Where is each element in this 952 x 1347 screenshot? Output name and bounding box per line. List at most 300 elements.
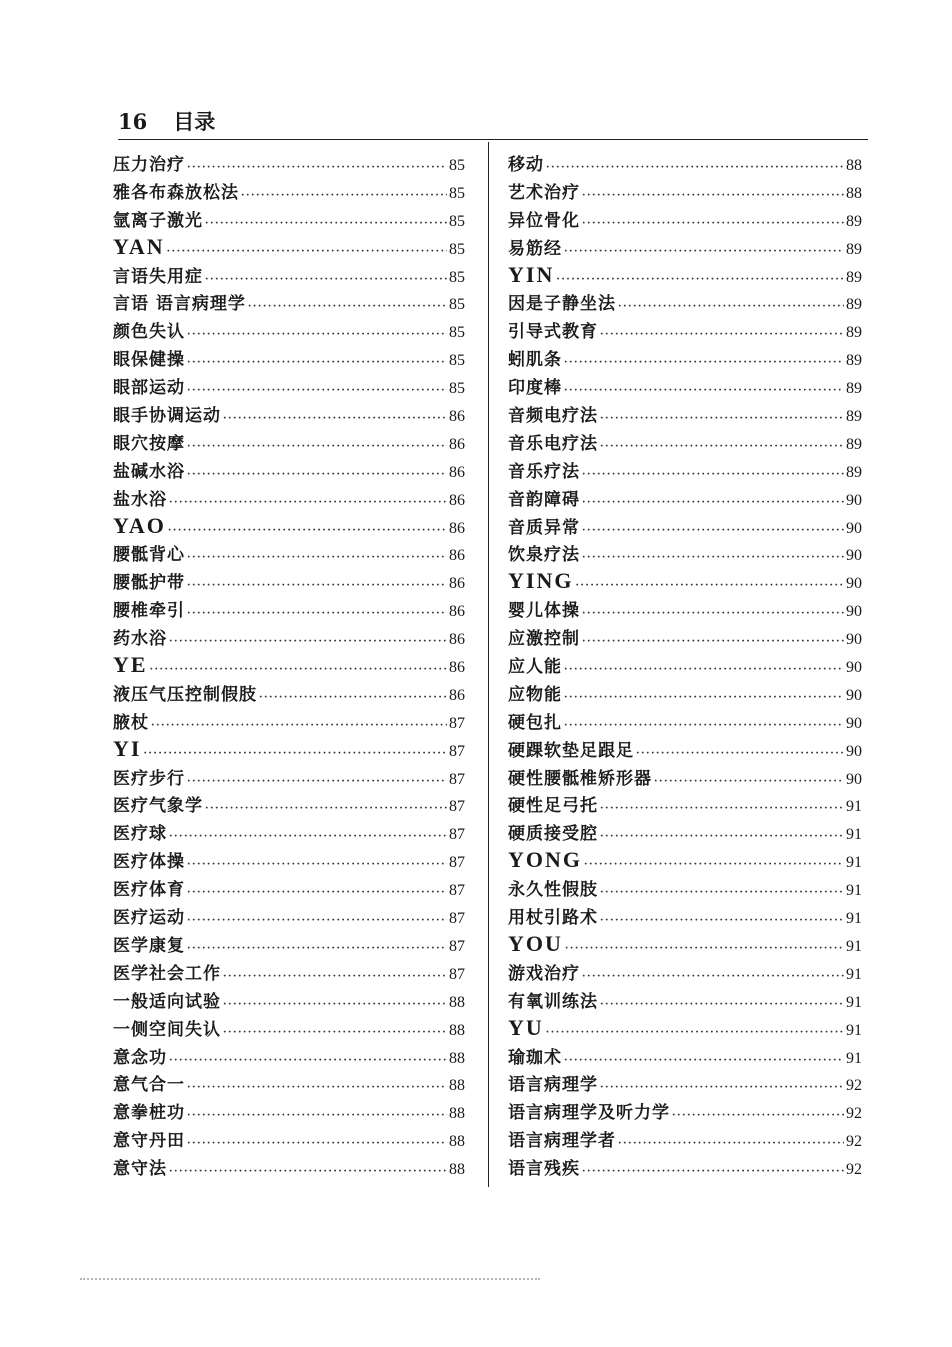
entry-page-number: 85 [449, 296, 465, 314]
entry-term: 移动 [508, 155, 544, 175]
entry-page-number: 86 [449, 575, 465, 593]
index-entry [113, 262, 465, 290]
index-entry [508, 708, 862, 736]
entry-term: 医疗球 [113, 824, 167, 845]
dot-leader [223, 413, 447, 424]
entry-term: YI [113, 735, 142, 761]
entry-page-number: 89 [846, 240, 862, 258]
index-entry [508, 875, 862, 903]
index-entry [113, 708, 465, 736]
index-entry [113, 178, 465, 206]
index-entry [113, 931, 465, 959]
dot-leader [565, 943, 844, 954]
index-entry [113, 150, 465, 178]
entry-page-number: 91 [846, 993, 862, 1011]
entry-term: 言语失用症 [113, 266, 203, 287]
entry-page-number: 87 [449, 742, 465, 760]
entry-page-number: 89 [846, 463, 862, 481]
entry-term: 盐碱水浴 [113, 461, 185, 482]
entry-term: 音韵障碍 [508, 489, 580, 510]
entry-term: 意守丹田 [113, 1131, 185, 1152]
index-entry [113, 903, 465, 931]
dot-leader [600, 999, 844, 1010]
dot-leader [556, 274, 844, 285]
index-entry [113, 680, 465, 708]
entry-term: 游戏治疗 [508, 963, 580, 984]
entry-term: 艺术治疗 [508, 182, 580, 203]
index-entry [508, 150, 862, 178]
dot-leader [582, 497, 844, 508]
entry-page-number: 91 [846, 798, 862, 816]
entry-page-number: 86 [449, 547, 465, 565]
entry-page-number: 85 [449, 212, 465, 230]
entry-page-number: 85 [449, 184, 465, 202]
entry-page-number: 89 [846, 352, 862, 370]
dot-leader [143, 748, 447, 759]
dot-leader [618, 1138, 844, 1149]
dot-leader [582, 190, 844, 201]
entry-page-number: 87 [449, 910, 465, 928]
column-divider [488, 142, 489, 1187]
index-entry [508, 178, 862, 206]
entry-term: 腰骶护带 [113, 573, 185, 594]
entry-page-number: 85 [449, 268, 465, 286]
index-entry [508, 764, 862, 792]
index-entry [508, 457, 862, 485]
entry-page-number: 85 [449, 240, 465, 258]
entry-page-number: 91 [846, 826, 862, 844]
dot-leader [564, 1055, 844, 1066]
entry-page-number: 91 [846, 965, 862, 983]
entry-term: 意拳桩功 [113, 1103, 185, 1124]
entry-page-number: 85 [449, 352, 465, 370]
entry-page-number: 86 [449, 686, 465, 704]
entry-term: 音质异常 [508, 517, 580, 538]
index-entry [508, 1126, 862, 1154]
index-heading [508, 262, 862, 290]
index-entry [508, 540, 862, 568]
entry-term: YAO [113, 512, 166, 538]
entry-page-number: 92 [846, 1077, 862, 1095]
entry-page-number: 92 [846, 1105, 862, 1123]
entry-page-number: 87 [449, 854, 465, 872]
dot-leader [600, 441, 844, 452]
index-entry [113, 373, 465, 401]
entry-page-number: 90 [846, 659, 862, 677]
index-entry [113, 540, 465, 568]
entry-term: 医疗运动 [113, 908, 185, 929]
entry-term: 意念功 [113, 1047, 167, 1068]
entry-page-number: 88 [449, 1161, 465, 1179]
index-entry [113, 875, 465, 903]
dot-leader [169, 1166, 447, 1177]
entry-page-number: 87 [449, 826, 465, 844]
entry-term: 腰椎牵引 [113, 601, 185, 622]
entry-page-number: 89 [846, 324, 862, 342]
index-entry [508, 959, 862, 987]
dot-leader [259, 692, 447, 703]
entry-page-number: 89 [846, 296, 862, 314]
dot-leader [187, 859, 447, 870]
entry-term: 硬性腰骶椎矫形器 [508, 768, 652, 789]
entry-page-number: 86 [449, 408, 465, 426]
entry-term: 医学康复 [113, 935, 185, 956]
dot-leader [575, 580, 844, 591]
index-entry [113, 596, 465, 624]
entry-page-number: 86 [449, 603, 465, 621]
entry-term: 因是子静坐法 [508, 294, 616, 315]
index-entry [508, 596, 862, 624]
index-entry [508, 373, 862, 401]
dot-leader [564, 357, 844, 368]
dot-leader [187, 552, 447, 563]
index-entry [113, 289, 465, 317]
index-entry [508, 317, 862, 345]
dot-leader [205, 218, 447, 229]
dot-leader [187, 329, 447, 340]
dot-leader [600, 887, 844, 898]
entry-term: 语言残疾 [508, 1159, 580, 1180]
entry-page-number: 90 [846, 575, 862, 593]
dot-leader [582, 525, 844, 536]
dot-leader [582, 608, 844, 619]
page-title: 目录 [173, 109, 216, 134]
index-entry [508, 736, 862, 764]
index-entry [113, 457, 465, 485]
entry-page-number: 86 [449, 631, 465, 649]
entry-term: 腋杖 [113, 712, 149, 733]
entry-term: 眼部运动 [113, 378, 185, 399]
entry-term: 语言病理学及听力学 [508, 1103, 670, 1124]
entry-page-number: 88 [449, 1021, 465, 1039]
dot-leader [169, 831, 447, 842]
dot-leader [600, 1082, 844, 1093]
index-entry [508, 345, 862, 373]
entry-term: YOU [508, 930, 563, 956]
dot-leader [582, 636, 844, 647]
entry-page-number: 90 [846, 603, 862, 621]
index-entry [508, 401, 862, 429]
dot-leader [187, 385, 447, 396]
index-entry [508, 987, 862, 1015]
dot-leader [187, 887, 447, 898]
index-entry [113, 1098, 465, 1126]
dot-leader [187, 608, 447, 619]
entry-term: 有氧训练法 [508, 991, 598, 1012]
entry-term: 医疗气象学 [113, 796, 203, 817]
index-entry [113, 206, 465, 234]
dot-leader [223, 1027, 447, 1038]
entry-term: YONG [508, 847, 582, 873]
entry-term: 意守法 [113, 1159, 167, 1180]
dot-leader [564, 692, 844, 703]
dot-leader [167, 246, 447, 257]
dot-leader [600, 413, 844, 424]
right-column [508, 150, 862, 1182]
header-rule [118, 139, 868, 140]
dot-leader [151, 720, 447, 731]
entry-term: 音乐疗法 [508, 461, 580, 482]
entry-page-number: 88 [846, 184, 862, 202]
entry-term: 引导式教育 [508, 322, 598, 343]
index-heading [113, 234, 465, 262]
entry-term: YIN [508, 261, 555, 287]
entry-page-number: 92 [846, 1133, 862, 1151]
entry-term: 医疗步行 [113, 768, 185, 789]
entry-term: 应人能 [508, 657, 562, 678]
dot-leader [187, 776, 447, 787]
entry-page-number: 87 [449, 714, 465, 732]
entry-page-number: 86 [449, 435, 465, 453]
entry-page-number: 88 [449, 993, 465, 1011]
index-entry [508, 234, 862, 262]
dot-leader [187, 357, 447, 368]
entry-term: 蚓肌条 [508, 350, 562, 371]
index-entry [113, 1070, 465, 1098]
entry-page-number: 89 [846, 212, 862, 230]
entry-page-number: 90 [846, 631, 862, 649]
index-heading [508, 1015, 862, 1043]
dot-leader [169, 497, 447, 508]
entry-term: 用杖引路术 [508, 908, 598, 929]
index-heading [508, 847, 862, 875]
entry-term: 语言病理学者 [508, 1131, 616, 1152]
entry-page-number: 91 [846, 1021, 862, 1039]
index-entry [113, 1043, 465, 1071]
entry-page-number: 91 [846, 937, 862, 955]
index-entry [508, 903, 862, 931]
dot-leader [150, 664, 447, 675]
entry-page-number: 86 [449, 519, 465, 537]
entry-term: 医疗体育 [113, 880, 185, 901]
entry-term: YAN [113, 233, 165, 259]
page-header [118, 106, 215, 136]
entry-term: 应激控制 [508, 629, 580, 650]
dot-leader [600, 831, 844, 842]
entry-page-number: 85 [449, 324, 465, 342]
dot-leader [187, 162, 447, 173]
dot-leader [168, 525, 447, 536]
index-entry [113, 317, 465, 345]
entry-term: 硬踝软垫足跟足 [508, 740, 634, 761]
dot-leader [564, 720, 844, 731]
dot-leader [169, 636, 447, 647]
index-entry [508, 1098, 862, 1126]
entry-term: 药水浴 [113, 629, 167, 650]
dot-leader [546, 162, 844, 173]
entry-term: 音乐电疗法 [508, 433, 598, 454]
index-entry [508, 429, 862, 457]
index-entry [113, 959, 465, 987]
entry-page-number: 91 [846, 910, 862, 928]
index-entry [508, 680, 862, 708]
entry-term: 瑜珈术 [508, 1047, 562, 1068]
entry-page-number: 85 [449, 157, 465, 174]
index-entry [113, 401, 465, 429]
index-entry [113, 847, 465, 875]
dot-leader [187, 1110, 447, 1121]
entry-term: 眼保健操 [113, 350, 185, 371]
index-entry [113, 791, 465, 819]
index-entry [113, 764, 465, 792]
dot-leader [546, 1027, 844, 1038]
dot-leader [187, 1138, 447, 1149]
entry-term: 一侧空间失认 [113, 1019, 221, 1040]
entry-page-number: 89 [846, 268, 862, 286]
index-entry [113, 429, 465, 457]
entry-term: 异位骨化 [508, 210, 580, 231]
index-heading [508, 568, 862, 596]
entry-page-number: 90 [846, 714, 862, 732]
dot-leader [564, 385, 844, 396]
entry-term: 颜色失认 [113, 322, 185, 343]
dot-leader [248, 301, 447, 312]
entry-term: 医疗体操 [113, 852, 185, 873]
entry-term: YING [508, 568, 574, 594]
dot-leader [582, 1166, 844, 1177]
entry-term: 眼手协调运动 [113, 406, 221, 427]
entry-page-number: 87 [449, 882, 465, 900]
index-heading [113, 513, 465, 541]
entry-page-number: 88 [449, 1049, 465, 1067]
dot-leader [187, 1082, 447, 1093]
dot-leader [584, 859, 844, 870]
entry-page-number: 90 [846, 519, 862, 537]
entry-term: 硬质接受腔 [508, 824, 598, 845]
entry-page-number: 91 [846, 854, 862, 872]
index-entry [113, 1154, 465, 1182]
entry-term: 硬包扎 [508, 712, 562, 733]
entry-term: 婴儿体操 [508, 601, 580, 622]
entry-term: 液压气压控制假肢 [113, 684, 257, 705]
index-entry [508, 1070, 862, 1098]
page-number: 16 [118, 109, 148, 134]
index-entry [508, 513, 862, 541]
dot-leader [205, 274, 447, 285]
entry-term: 压力治疗 [113, 155, 185, 175]
entry-term: 饮泉疗法 [508, 545, 580, 566]
entry-term: 氩离子激光 [113, 210, 203, 231]
entry-page-number: 90 [846, 547, 862, 565]
entry-page-number: 88 [449, 1133, 465, 1151]
entry-page-number: 87 [449, 770, 465, 788]
dot-leader [187, 469, 447, 480]
dot-leader [582, 971, 844, 982]
index-entry [113, 485, 465, 513]
index-entry [508, 652, 862, 680]
entry-page-number: 88 [449, 1077, 465, 1095]
entry-page-number: 86 [449, 463, 465, 481]
index-entry [508, 624, 862, 652]
entry-page-number: 89 [846, 435, 862, 453]
entry-page-number: 85 [449, 380, 465, 398]
dot-leader [187, 943, 447, 954]
index-entry [113, 568, 465, 596]
index-entry [508, 485, 862, 513]
entry-term: 易筋经 [508, 238, 562, 259]
entry-term: 言语 语言病理学 [113, 294, 246, 315]
entry-page-number: 89 [846, 380, 862, 398]
entry-page-number: 87 [449, 937, 465, 955]
entry-term: 一般适向试验 [113, 991, 221, 1012]
entry-page-number: 90 [846, 491, 862, 509]
index-entry [508, 206, 862, 234]
dot-leader [582, 218, 844, 229]
entry-term: 永久性假肢 [508, 880, 598, 901]
entry-page-number: 91 [846, 882, 862, 900]
dot-leader [223, 971, 447, 982]
entry-term: YU [508, 1014, 544, 1040]
dot-leader [223, 999, 447, 1010]
entry-term: 印度棒 [508, 378, 562, 399]
index-entry [113, 1126, 465, 1154]
index-entry [508, 289, 862, 317]
left-column [113, 150, 465, 1182]
entry-page-number: 91 [846, 1049, 862, 1067]
entry-term: 应物能 [508, 684, 562, 705]
index-heading [113, 652, 465, 680]
index-entry [113, 1015, 465, 1043]
entry-term: YE [113, 652, 148, 678]
dot-leader [582, 469, 844, 480]
entry-term: 硬性足弓托 [508, 796, 598, 817]
index-entry [113, 345, 465, 373]
dot-leader [600, 803, 844, 814]
entry-page-number: 90 [846, 686, 862, 704]
dot-leader [654, 776, 844, 787]
entry-term: 眼穴按摩 [113, 433, 185, 454]
entry-page-number: 88 [449, 1105, 465, 1123]
entry-page-number: 87 [449, 798, 465, 816]
dot-leader [672, 1110, 844, 1121]
entry-page-number: 89 [846, 408, 862, 426]
index-entry [113, 624, 465, 652]
dot-leader [564, 664, 844, 675]
entry-term: 音频电疗法 [508, 406, 598, 427]
dot-leader [582, 552, 844, 563]
dot-leader [187, 915, 447, 926]
dot-leader [187, 441, 447, 452]
entry-page-number: 86 [449, 491, 465, 509]
entry-term: 语言病理学 [508, 1075, 598, 1096]
index-heading [113, 736, 465, 764]
entry-page-number: 92 [846, 1161, 862, 1179]
entry-term: 意气合一 [113, 1075, 185, 1096]
entry-page-number: 86 [449, 659, 465, 677]
dot-leader [205, 803, 447, 814]
entry-term: 医学社会工作 [113, 963, 221, 984]
dot-leader [169, 1055, 447, 1066]
entry-page-number: 90 [846, 742, 862, 760]
entry-page-number: 87 [449, 965, 465, 983]
entry-page-number: 90 [846, 770, 862, 788]
scan-smudge [80, 1278, 540, 1280]
dot-leader [187, 580, 447, 591]
dot-leader [600, 329, 844, 340]
index-heading [508, 931, 862, 959]
index-entry [508, 1043, 862, 1071]
index-entry [508, 1154, 862, 1182]
dot-leader [618, 301, 844, 312]
dot-leader [241, 190, 447, 201]
dot-leader [600, 915, 844, 926]
dot-leader [564, 246, 844, 257]
entry-term: 雅各布森放松法 [113, 182, 239, 203]
entry-term: 腰骶背心 [113, 545, 185, 566]
index-entry [113, 819, 465, 847]
entry-term: 盐水浴 [113, 489, 167, 510]
entry-page-number: 88 [846, 157, 862, 174]
